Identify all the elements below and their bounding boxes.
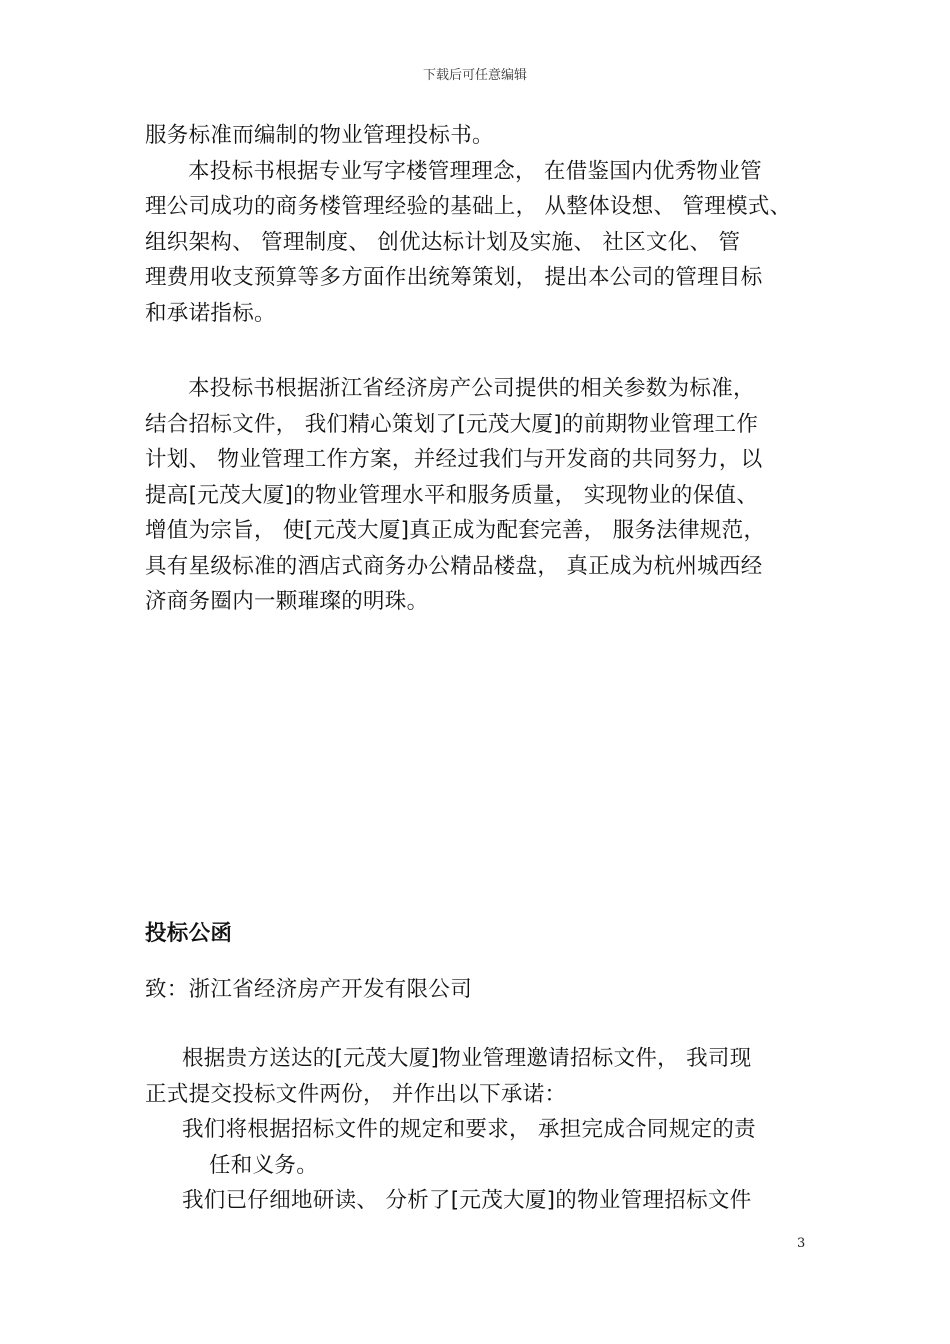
paragraph-line: 济商务圈内一颗璀璨的明珠。 xyxy=(145,589,429,614)
page-number: 3 xyxy=(797,1236,806,1251)
paragraph-line: 组织架构、 管理制度、 创优达标计划及实施、 社区文化、 管 xyxy=(145,229,741,255)
paragraph-service-standard xyxy=(145,118,815,331)
paragraph-line: 增值为宗旨， 使[元茂大厦]真正成为配套完善， 服务法律规范， xyxy=(145,518,766,543)
paragraph-line: 理费用收支预算等多方面作出统筹策划， 提出本公司的管理目标 xyxy=(145,265,763,290)
recipient-line: 致：浙江省经济房产开发有限公司 xyxy=(145,977,473,1002)
section-title-bid-letter: 投标公函 xyxy=(145,921,233,946)
paragraph-line: 本投标书根据专业写字楼管理理念， 在借鉴国内优秀物业管 xyxy=(188,158,762,184)
commitment-line: 我们已仔细地研读、 分析了[元茂大厦]的物业管理招标文件 xyxy=(182,1188,752,1213)
letter-body xyxy=(145,1041,815,1219)
paragraph-line: 结合招标文件， 我们精心策划了[元茂大厦]的前期物业管理工作 xyxy=(145,411,759,437)
page-header-note: 下载后可任意编辑 xyxy=(422,68,527,83)
commitment-line: 任和义务。 xyxy=(209,1152,319,1178)
paragraph-line: 正式提交投标文件两份， 并作出以下承诺： xyxy=(145,1081,567,1107)
paragraph-bid-basis xyxy=(145,371,815,620)
paragraph-line: 提高[元茂大厦]的物业管理水平和服务质量， 实现物业的保值、 xyxy=(145,482,759,508)
paragraph-line: 计划、 物业管理工作方案，并经过我们与开发商的共同努力，以 xyxy=(145,447,763,472)
letter-recipient xyxy=(145,972,815,1008)
paragraph-line: 具有星级标准的酒店式商务办公精品楼盘， 真正成为杭州城西经 xyxy=(145,553,763,579)
commitment-line: 我们将根据招标文件的规定和要求， 承担完成合同规定的责 xyxy=(182,1117,756,1142)
paragraph-line: 根据贵方送达的[元茂大厦]物业管理邀请招标文件， 我司现 xyxy=(182,1046,752,1071)
paragraph-line: 和承诺指标。 xyxy=(145,300,276,326)
paragraph-line: 理公司成功的商务楼管理经验的基础上， 从整体设想、 管理模式、 xyxy=(145,194,792,219)
paragraph-line: 服务标准而编制的物业管理投标书。 xyxy=(145,123,494,148)
paragraph-line: 本投标书根据浙江省经济房产公司提供的相关参数为标准， xyxy=(188,376,755,401)
